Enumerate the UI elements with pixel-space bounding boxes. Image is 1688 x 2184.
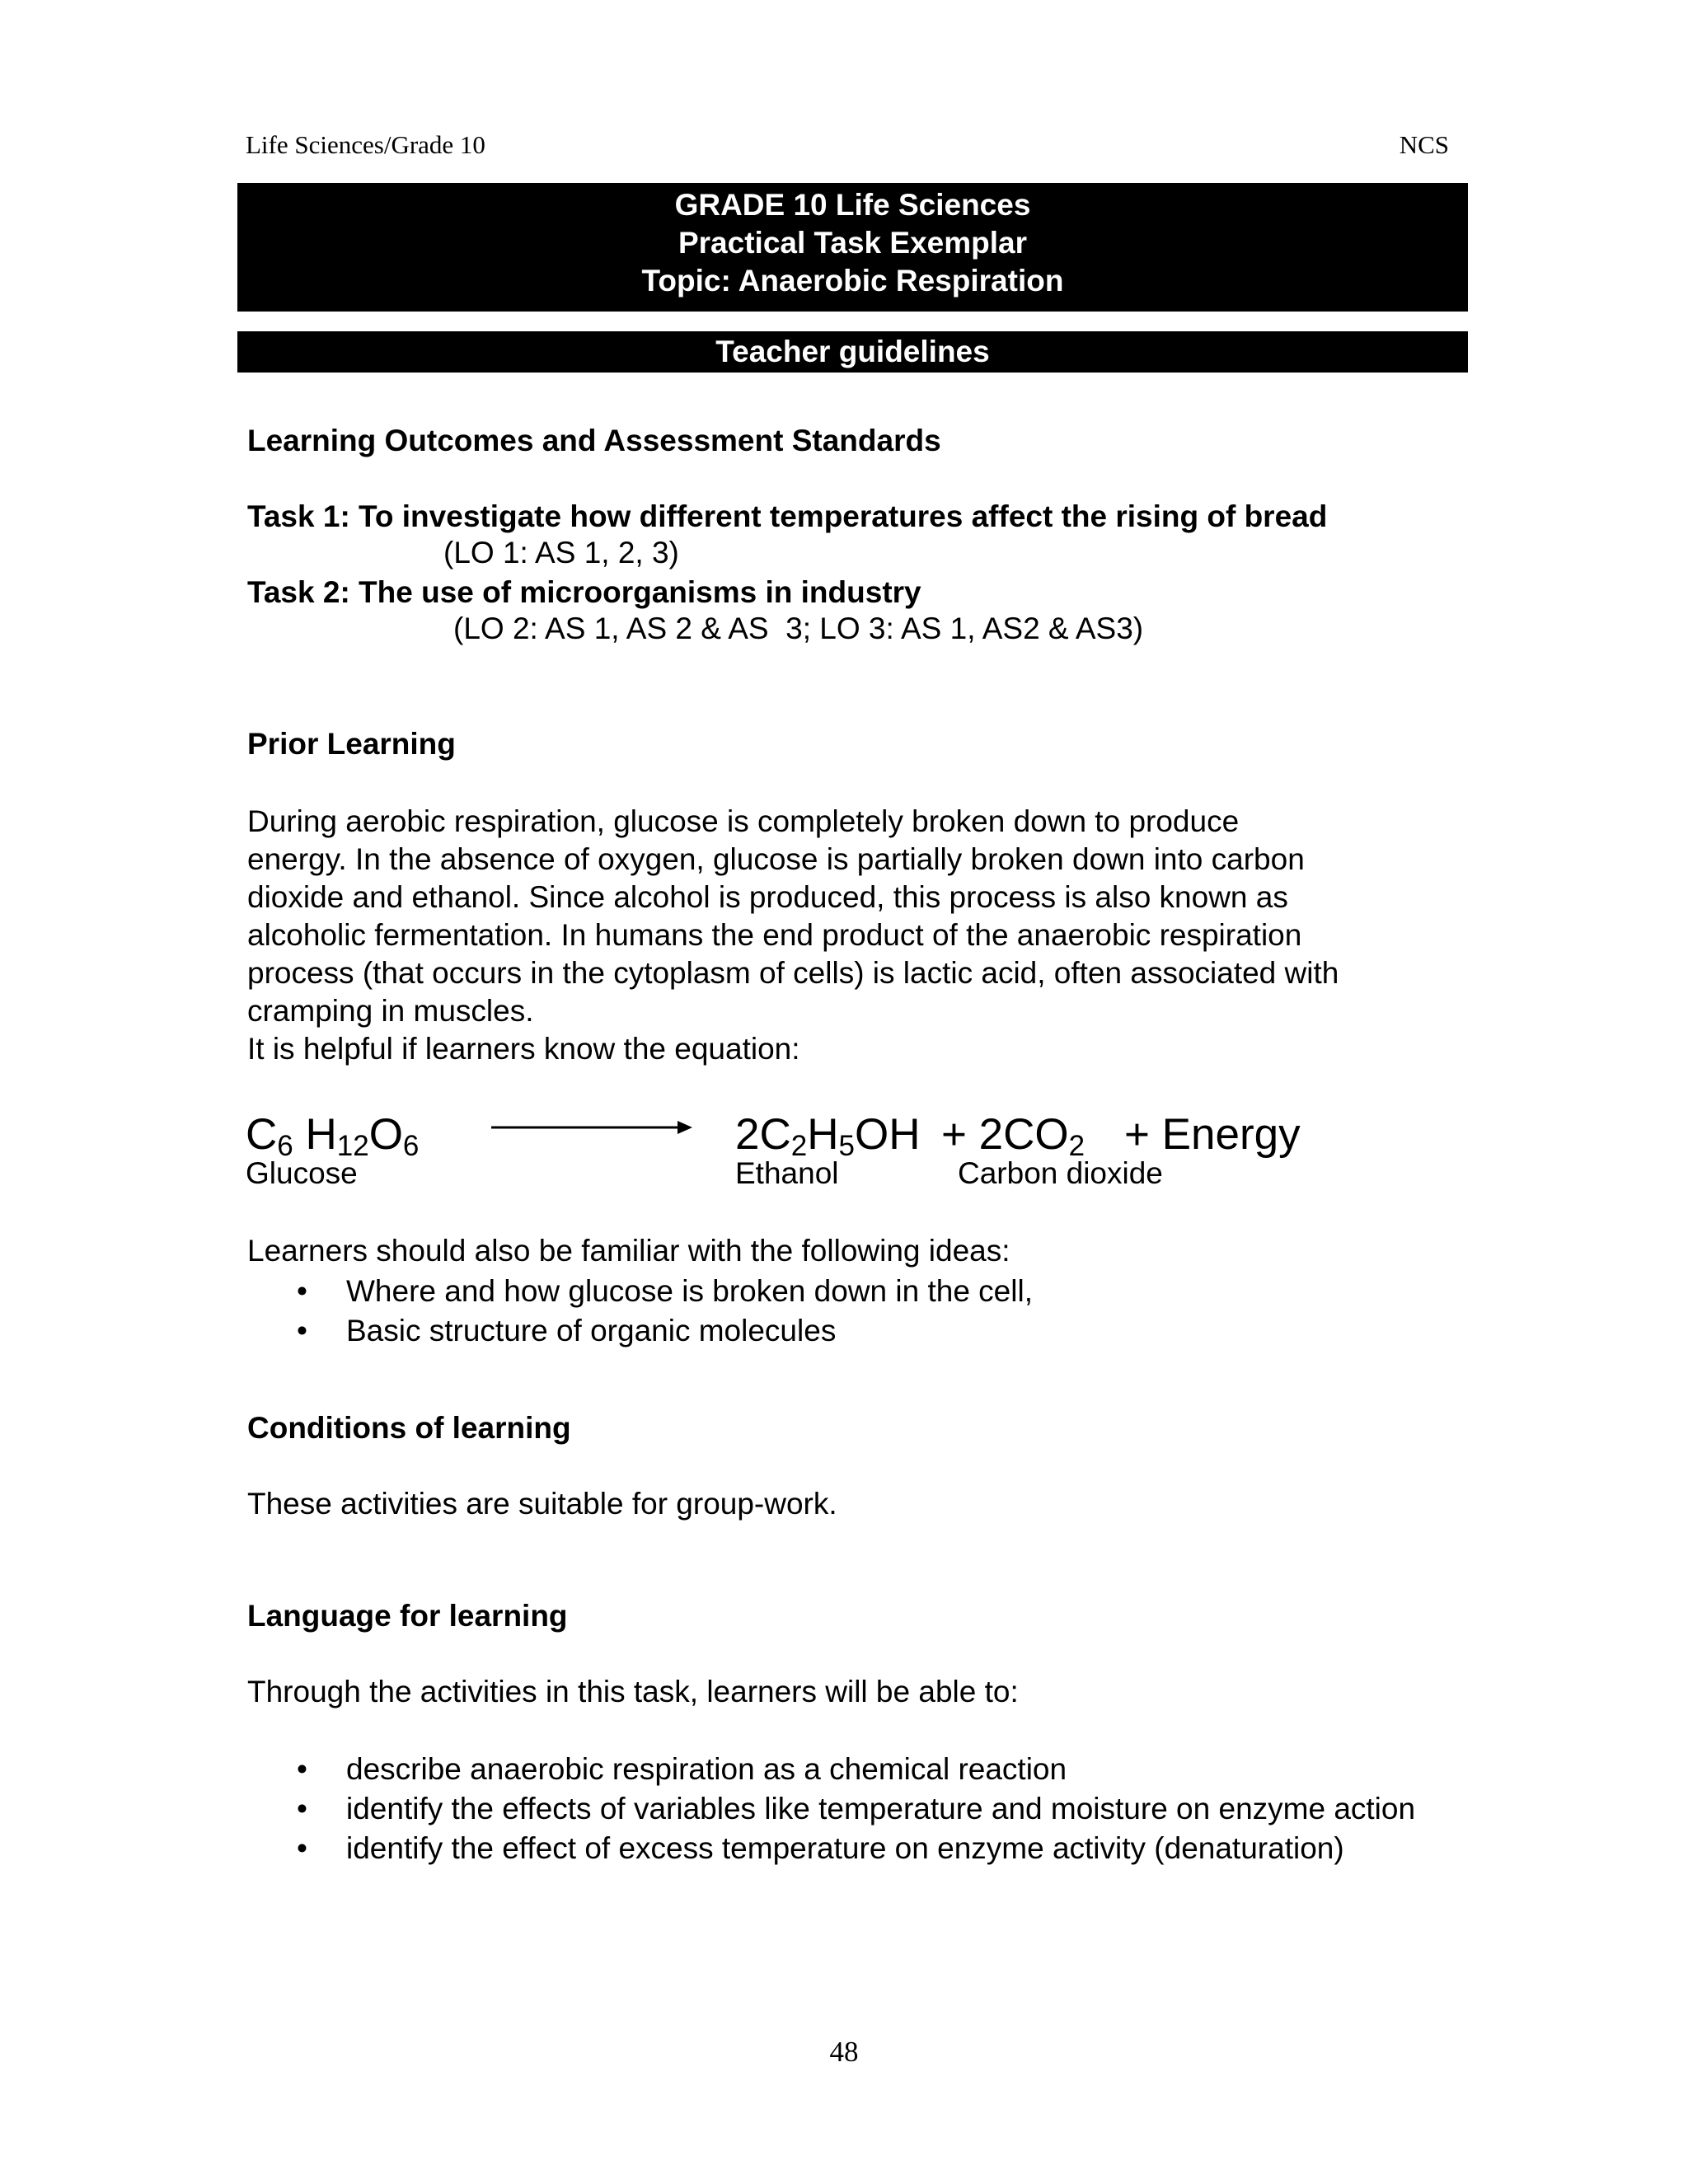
paragraph-line: During aerobic respiration, glucose is completely broken down to produce — [247, 804, 1240, 838]
familiar-ideas-list — [297, 1272, 1033, 1351]
label-carbon-dioxide: Carbon dioxide — [958, 1156, 1163, 1190]
learning-outcomes-heading: Learning Outcomes and Assessment Standards — [247, 424, 941, 457]
equation-product-energy: + Energy — [1124, 1110, 1301, 1159]
equation-product-ethanol: $2C_2H_5OH$ — [735, 1110, 921, 1162]
label-ethanol: Ethanol — [735, 1156, 839, 1190]
equation-intro: It is helpful if learners know the equation: — [247, 1032, 800, 1066]
task1-title: Task 1: To investigate how different temperatures affect the rising of bread — [247, 499, 1328, 533]
title-line-1: GRADE 10 Life Sciences — [674, 188, 1031, 222]
list-item: • describe anaerobic respiration as a chemical reaction — [297, 1750, 1467, 1789]
conditions-text: These activities are suitable for group-work. — [247, 1487, 837, 1521]
task2-title: Task 2: The use of microorganisms in industry — [247, 575, 921, 609]
list-item: • identify the effects of variables like temperature and moisture on enzyme action — [297, 1789, 1467, 1829]
title-line-3: Topic: Anaerobic Respiration — [641, 264, 1064, 298]
reaction-arrow-icon — [491, 1118, 692, 1137]
label-glucose: Glucose — [246, 1156, 358, 1190]
language-intro: Through the activities in this task, learners will be able to: — [247, 1675, 1019, 1708]
list-item: • identify the effect of excess temperature on enzyme activity (denaturation) — [297, 1829, 1467, 1868]
conditions-heading: Conditions of learning — [247, 1411, 571, 1445]
paragraph-line: dioxide and ethanol. Since alcohol is produced, this process is also known as — [247, 880, 1288, 914]
equation-reactant-glucose: $C_6$ $H_{12}O_6$ — [246, 1110, 420, 1162]
title-banner — [237, 183, 1468, 312]
task2-lo: (LO 2: AS 1, AS 2 & AS 3; LO 3: AS 1, AS2 & AS3) — [453, 612, 1144, 645]
list-item: • Where and how glucose is broken down in the cell, — [297, 1272, 1033, 1311]
language-heading: Language for learning — [247, 1599, 568, 1633]
running-header-left: Life Sciences/Grade 10 — [246, 130, 485, 159]
prior-learning-paragraph — [247, 803, 1459, 1030]
subtitle-banner: Teacher guidelines — [237, 331, 1468, 373]
task1-lo: (LO 1: AS 1, 2, 3) — [443, 536, 679, 569]
prior-learning-heading: Prior Learning — [247, 727, 456, 761]
paragraph-line: alcoholic fermentation. In humans the end product of the anaerobic respiration — [247, 918, 1302, 952]
page-number: 48 — [829, 2036, 859, 2068]
paragraph-line: energy. In the absence of oxygen, glucose is partially broken down into carbon — [247, 842, 1305, 876]
paragraph-line: cramping in muscles. — [247, 994, 534, 1028]
running-header-right: NCS — [1399, 130, 1449, 159]
equation-product-co2: + $2CO_2$ — [941, 1110, 1085, 1162]
list-item: • Basic structure of organic molecules — [297, 1311, 1033, 1351]
language-list — [297, 1750, 1467, 1868]
paragraph-line: process (that occurs in the cytoplasm of cells) is lactic acid, often associated with — [247, 956, 1339, 990]
familiar-ideas-intro: Learners should also be familiar with the following ideas: — [247, 1234, 1010, 1268]
title-line-2: Practical Task Exemplar — [678, 226, 1027, 260]
